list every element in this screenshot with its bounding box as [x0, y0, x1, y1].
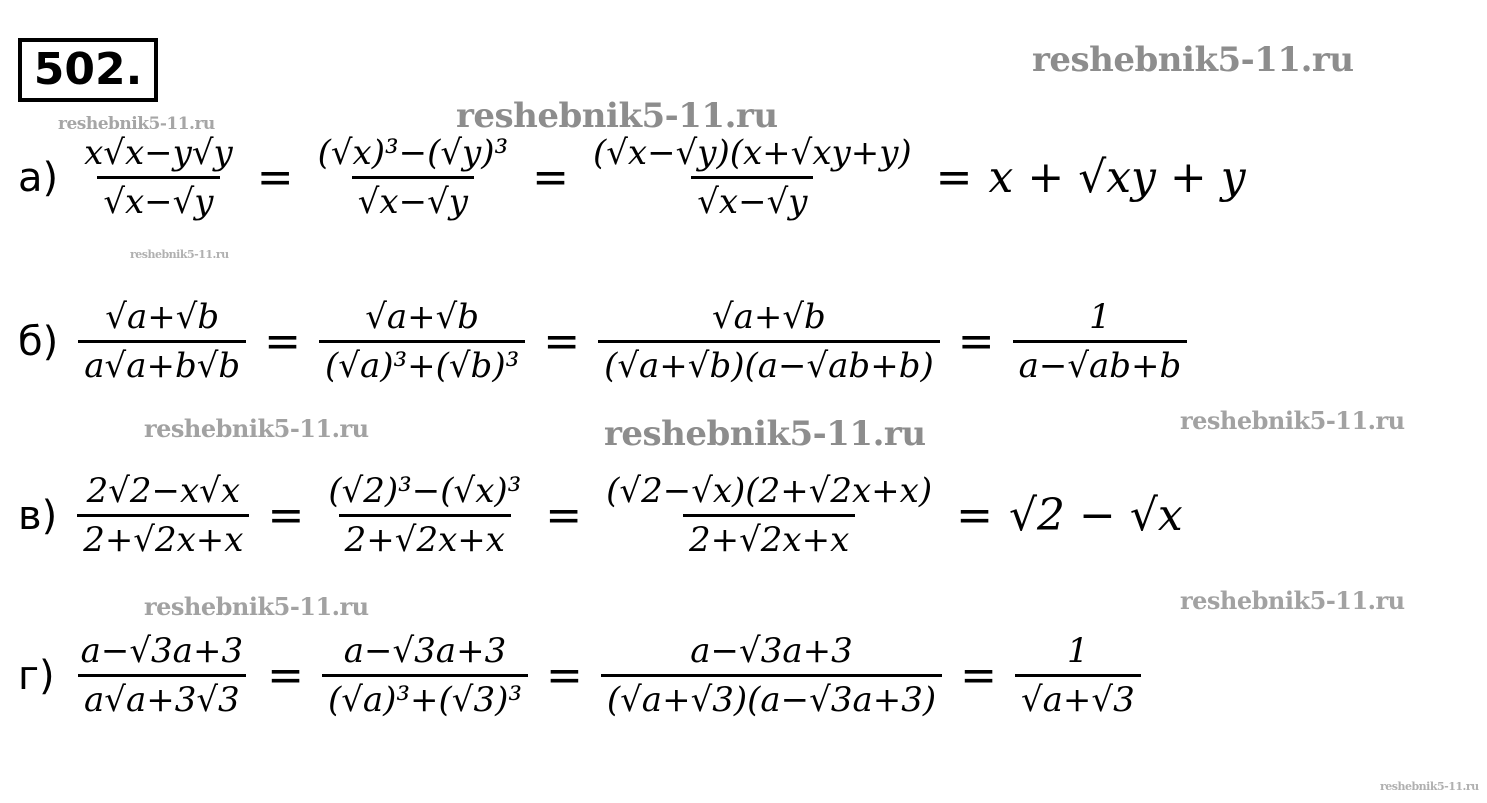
- denominator: √a+√3: [1015, 674, 1141, 717]
- fraction: [1013, 297, 1188, 386]
- numerator: x√x−y√y: [84, 133, 233, 173]
- watermark: reshebnik5-11.ru: [604, 414, 926, 454]
- numerator: a−√3a+3: [80, 631, 244, 671]
- numerator: a−√3a+3: [343, 631, 507, 671]
- fraction: [587, 133, 918, 222]
- denominator: 2+√2x+x: [683, 514, 855, 557]
- equation-row-g: [18, 631, 1149, 720]
- numerator: √a+√b: [105, 297, 220, 337]
- equals-sign: =: [267, 649, 304, 701]
- denominator: √x−√y: [97, 176, 219, 219]
- numerator: 1: [1067, 631, 1089, 671]
- part-label: г): [18, 652, 55, 699]
- denominator: (√a)³+(√3)³: [322, 674, 528, 717]
- fraction: [78, 297, 246, 386]
- watermark: reshebnik5-11.ru: [456, 96, 778, 136]
- equals-sign: =: [935, 151, 973, 203]
- equals-sign: =: [543, 315, 581, 367]
- fraction: [312, 133, 515, 222]
- numerator: (√2)³−(√x)³: [328, 471, 522, 511]
- denominator: 2+√2x+x: [339, 514, 511, 557]
- watermark: reshebnik5-11.ru: [1380, 780, 1479, 793]
- equals-sign: =: [956, 489, 993, 541]
- fraction: [77, 471, 249, 560]
- equation-row-a: [18, 133, 1246, 222]
- equals-sign: =: [256, 151, 294, 203]
- numerator: √a+√b: [365, 297, 480, 337]
- fraction: [598, 297, 940, 386]
- watermark: reshebnik5-11.ru: [1032, 40, 1354, 80]
- denominator: √x−√y: [352, 176, 474, 219]
- equals-sign: =: [264, 315, 302, 367]
- fraction: [78, 133, 239, 222]
- equation-row-b: [18, 297, 1195, 386]
- numerator: (√x)³−(√y)³: [317, 133, 509, 173]
- numerator: (√2−√x)(2+√2x+x): [606, 471, 933, 511]
- watermark: reshebnik5-11.ru: [130, 248, 229, 261]
- equals-sign: =: [957, 315, 995, 367]
- watermark: reshebnik5-11.ru: [1180, 586, 1405, 615]
- denominator: (√a+√b)(a−√ab+b): [598, 340, 940, 383]
- numerator: 2√2−x√x: [86, 471, 241, 511]
- part-label: б): [18, 318, 59, 365]
- numerator: (√x−√y)(x+√xy+y): [593, 133, 912, 173]
- part-label: а): [18, 154, 59, 201]
- numerator: a−√3a+3: [690, 631, 853, 671]
- denominator: a−√ab+b: [1013, 340, 1188, 383]
- equals-sign: =: [545, 489, 583, 541]
- watermark: reshebnik5-11.ru: [144, 414, 369, 443]
- problem-number: 502.: [18, 38, 158, 102]
- denominator: (√a+√3)(a−√3a+3): [601, 674, 942, 717]
- fraction: [601, 631, 942, 720]
- fraction: [322, 471, 527, 560]
- fraction: [322, 631, 528, 720]
- watermark: reshebnik5-11.ru: [144, 592, 369, 621]
- fraction: [319, 297, 525, 386]
- equals-sign: =: [267, 489, 305, 541]
- equation-row-v: [18, 471, 1183, 560]
- equals-sign: =: [532, 151, 569, 203]
- result: √2 − √x: [1008, 489, 1183, 541]
- watermark: reshebnik5-11.ru: [1180, 406, 1405, 435]
- equals-sign: =: [960, 649, 997, 701]
- numerator: √a+√b: [711, 297, 826, 337]
- part-label: в): [18, 492, 58, 539]
- numerator: 1: [1089, 297, 1111, 337]
- equals-sign: =: [546, 649, 583, 701]
- denominator: √x−√y: [691, 176, 813, 219]
- denominator: (√a)³+(√b)³: [319, 340, 525, 383]
- denominator: a√a+b√b: [78, 340, 246, 383]
- denominator: 2+√2x+x: [77, 514, 249, 557]
- fraction: [600, 471, 938, 560]
- fraction: [75, 631, 249, 720]
- watermark: reshebnik5-11.ru: [58, 114, 215, 134]
- denominator: a√a+3√3: [78, 674, 246, 717]
- fraction: [1015, 631, 1141, 720]
- result: x + √xy + y: [988, 151, 1246, 203]
